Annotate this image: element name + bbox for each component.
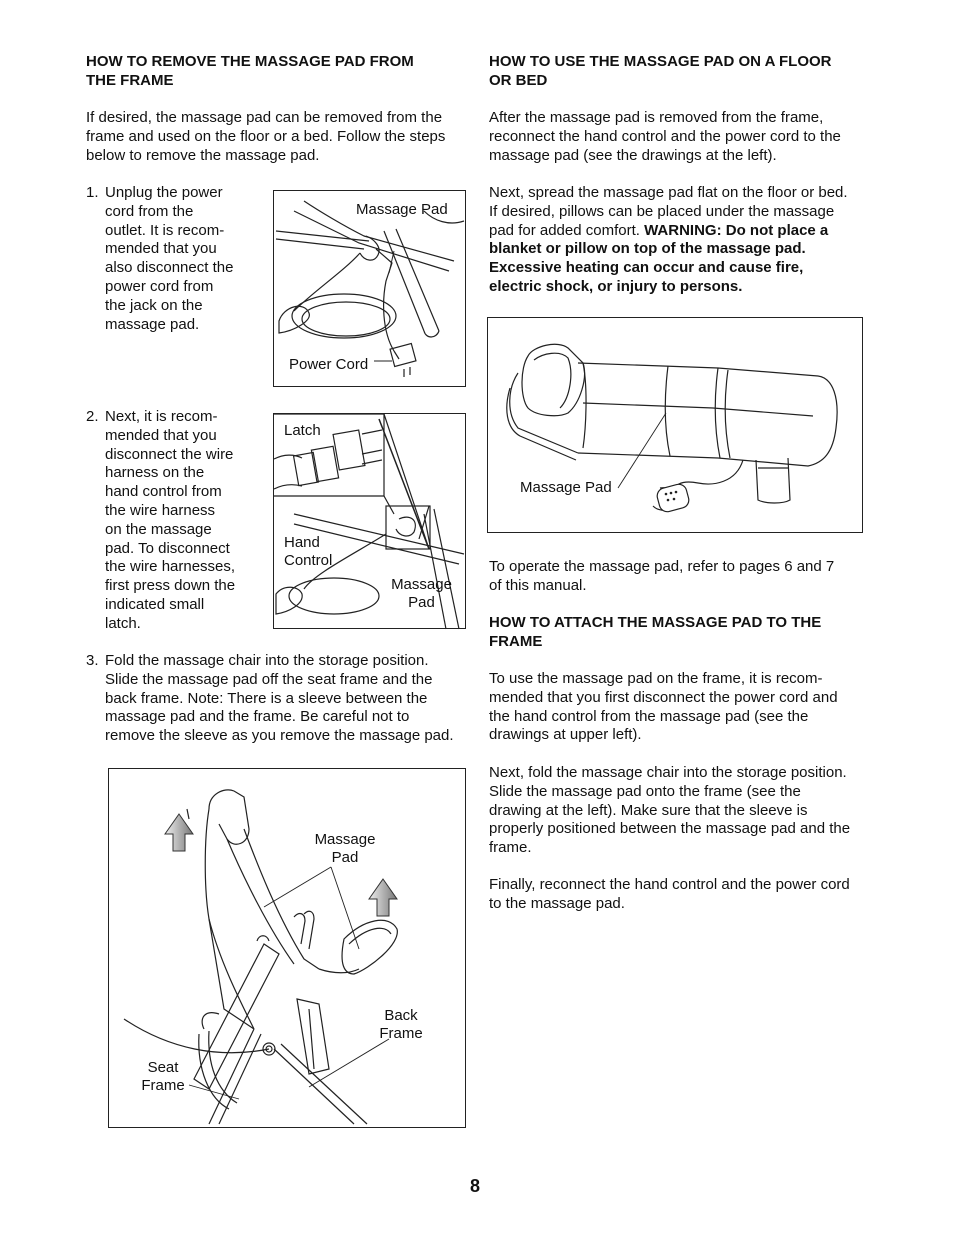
paragraph-warning bbox=[489, 184, 873, 297]
step-text bbox=[105, 184, 233, 334]
figure-chair-frame bbox=[108, 768, 466, 1128]
heading-line: FRAME bbox=[489, 632, 543, 650]
arrow-up-icon bbox=[165, 814, 193, 851]
heading-line: HOW TO USE THE MASSAGE PAD ON A FLOOR bbox=[489, 53, 832, 70]
heading-line: OR BED bbox=[489, 71, 548, 89]
step-3 bbox=[86, 652, 466, 752]
text-line bbox=[489, 222, 873, 241]
warning-text: Excessive heating can occur and cause fire, bbox=[489, 259, 804, 277]
heading-line: HOW TO ATTACH THE MASSAGE PAD TO THE bbox=[489, 614, 822, 631]
warning-line bbox=[489, 278, 873, 297]
paragraph-finally bbox=[489, 876, 873, 914]
text-span: pad for added comfort. bbox=[489, 221, 645, 239]
figure-power-cord bbox=[273, 190, 466, 387]
label-massage: Massage bbox=[314, 831, 376, 848]
step-number: 1. bbox=[86, 184, 99, 201]
text-line: remove the sleeve as you remove the massage pad. bbox=[105, 727, 454, 745]
text-line: cord from the bbox=[105, 202, 194, 220]
warning-text: electric shock, or injury to persons. bbox=[489, 277, 743, 295]
heading-attach-pad bbox=[489, 614, 873, 652]
text-line: power cord from bbox=[105, 277, 214, 295]
text-line: reconnect the hand control and the power cord to the bbox=[489, 127, 841, 145]
text-line: If desired, pillows can be placed under the massage bbox=[489, 202, 835, 220]
text-line: properly positioned between the massage pad and the bbox=[489, 820, 851, 838]
label-massage-pad: Massage Pad bbox=[356, 201, 448, 218]
text-line: indicated small bbox=[105, 595, 205, 613]
label-latch: Latch bbox=[284, 422, 321, 439]
text-line: If desired, the massage pad can be removed from the bbox=[86, 109, 443, 126]
text-line: massage pad and the frame. Be careful not to bbox=[105, 708, 410, 726]
text-line: Unplug the power bbox=[105, 184, 223, 201]
page-number: 8 bbox=[470, 1176, 481, 1196]
text-line: of this manual. bbox=[489, 576, 587, 594]
text-line: the jack on the bbox=[105, 296, 203, 314]
text-line: To operate the massage pad, refer to pages 6 and 7 bbox=[489, 558, 835, 575]
intro-paragraph bbox=[86, 109, 466, 165]
step-text bbox=[105, 408, 235, 634]
figure-hand-control bbox=[273, 413, 466, 629]
label-pad: Pad bbox=[331, 849, 359, 866]
step-1 bbox=[86, 184, 266, 344]
label-back: Back bbox=[384, 1007, 418, 1024]
text-line: pad. To disconnect bbox=[105, 539, 230, 557]
text-line: To use the massage pad on the frame, it is recom- bbox=[489, 670, 823, 687]
arrow-up-icon bbox=[369, 879, 397, 916]
paragraph-fold bbox=[489, 764, 873, 858]
heading-use-floor-bed bbox=[489, 53, 873, 91]
text-line: below to remove the massage pad. bbox=[86, 146, 320, 164]
text-line: harness on the bbox=[105, 464, 205, 482]
label-massage-pad: Massage Pad bbox=[520, 479, 612, 496]
text-line: outlet. It is recom- bbox=[105, 221, 225, 239]
step-2 bbox=[86, 408, 271, 648]
label-control: Control bbox=[284, 552, 333, 569]
text-line: drawing at the left). Make sure that the sleeve is bbox=[489, 801, 808, 819]
step-text bbox=[105, 652, 465, 746]
text-line: Next, spread the massage pad flat on the floor or bed. bbox=[489, 184, 848, 201]
label-power-cord: Power Cord bbox=[289, 356, 369, 373]
text-line: frame. bbox=[489, 839, 532, 857]
warning-line bbox=[489, 240, 873, 259]
text-line: massage pad (see the drawings at the left). bbox=[489, 146, 777, 164]
text-line: also disconnect the bbox=[105, 259, 234, 277]
text-line: latch. bbox=[105, 614, 141, 632]
label-pad: Pad bbox=[408, 594, 435, 611]
paragraph-reconnect bbox=[489, 109, 873, 165]
text-line: Finally, reconnect the hand control and the power cord bbox=[489, 876, 850, 893]
paragraph-operate bbox=[489, 558, 873, 596]
flat-pad-illustration bbox=[488, 318, 864, 534]
label-frame: Frame bbox=[379, 1025, 423, 1042]
text-line: on the massage bbox=[105, 520, 212, 538]
warning-line bbox=[489, 259, 873, 278]
text-line: massage pad. bbox=[105, 315, 200, 333]
label-frame: Frame bbox=[141, 1077, 185, 1094]
heading-remove-pad bbox=[86, 53, 466, 91]
text-line: mended that you first disconnect the power cord and bbox=[489, 688, 838, 706]
text-line: first press down the bbox=[105, 577, 236, 595]
text-line: the hand control from the massage pad (see the bbox=[489, 707, 809, 725]
text-line: back frame. Note: There is a sleeve between the bbox=[105, 689, 428, 707]
text-line: mended that you bbox=[105, 240, 217, 258]
paragraph-disconnect bbox=[489, 670, 873, 745]
text-line: the wire harness bbox=[105, 501, 216, 519]
text-line: to the massage pad. bbox=[489, 894, 625, 912]
text-line: disconnect the wire bbox=[105, 445, 234, 463]
warning-text: blanket or pillow on top of the massage pad. bbox=[489, 240, 806, 258]
heading-line: HOW TO REMOVE THE MASSAGE PAD FROM bbox=[86, 53, 414, 70]
text-line: Slide the massage pad off the seat frame and the bbox=[105, 670, 433, 688]
label-massage: Massage bbox=[391, 576, 452, 593]
text-line: mended that you bbox=[105, 426, 217, 444]
figure-pad-flat bbox=[487, 317, 863, 533]
text-line: After the massage pad is removed from the frame, bbox=[489, 109, 824, 126]
text-line: Fold the massage chair into the storage position. bbox=[105, 652, 429, 669]
text-line: the wire harnesses, bbox=[105, 558, 236, 576]
step-number: 2. bbox=[86, 408, 99, 425]
text-line: Next, it is recom- bbox=[105, 408, 218, 425]
step-number: 3. bbox=[86, 652, 99, 669]
text-line: Next, fold the massage chair into the storage position. bbox=[489, 764, 847, 781]
warning-text: WARNING: Do not place a bbox=[644, 221, 829, 239]
text-line: drawings at upper left). bbox=[489, 726, 642, 744]
label-hand: Hand bbox=[284, 534, 320, 551]
text-line: frame and used on the floor or a bed. Follow the steps bbox=[86, 127, 446, 145]
text-line: Slide the massage pad onto the frame (see the bbox=[489, 782, 801, 800]
heading-line: THE FRAME bbox=[86, 71, 174, 89]
label-seat: Seat bbox=[147, 1059, 179, 1076]
text-line: hand control from bbox=[105, 483, 222, 501]
